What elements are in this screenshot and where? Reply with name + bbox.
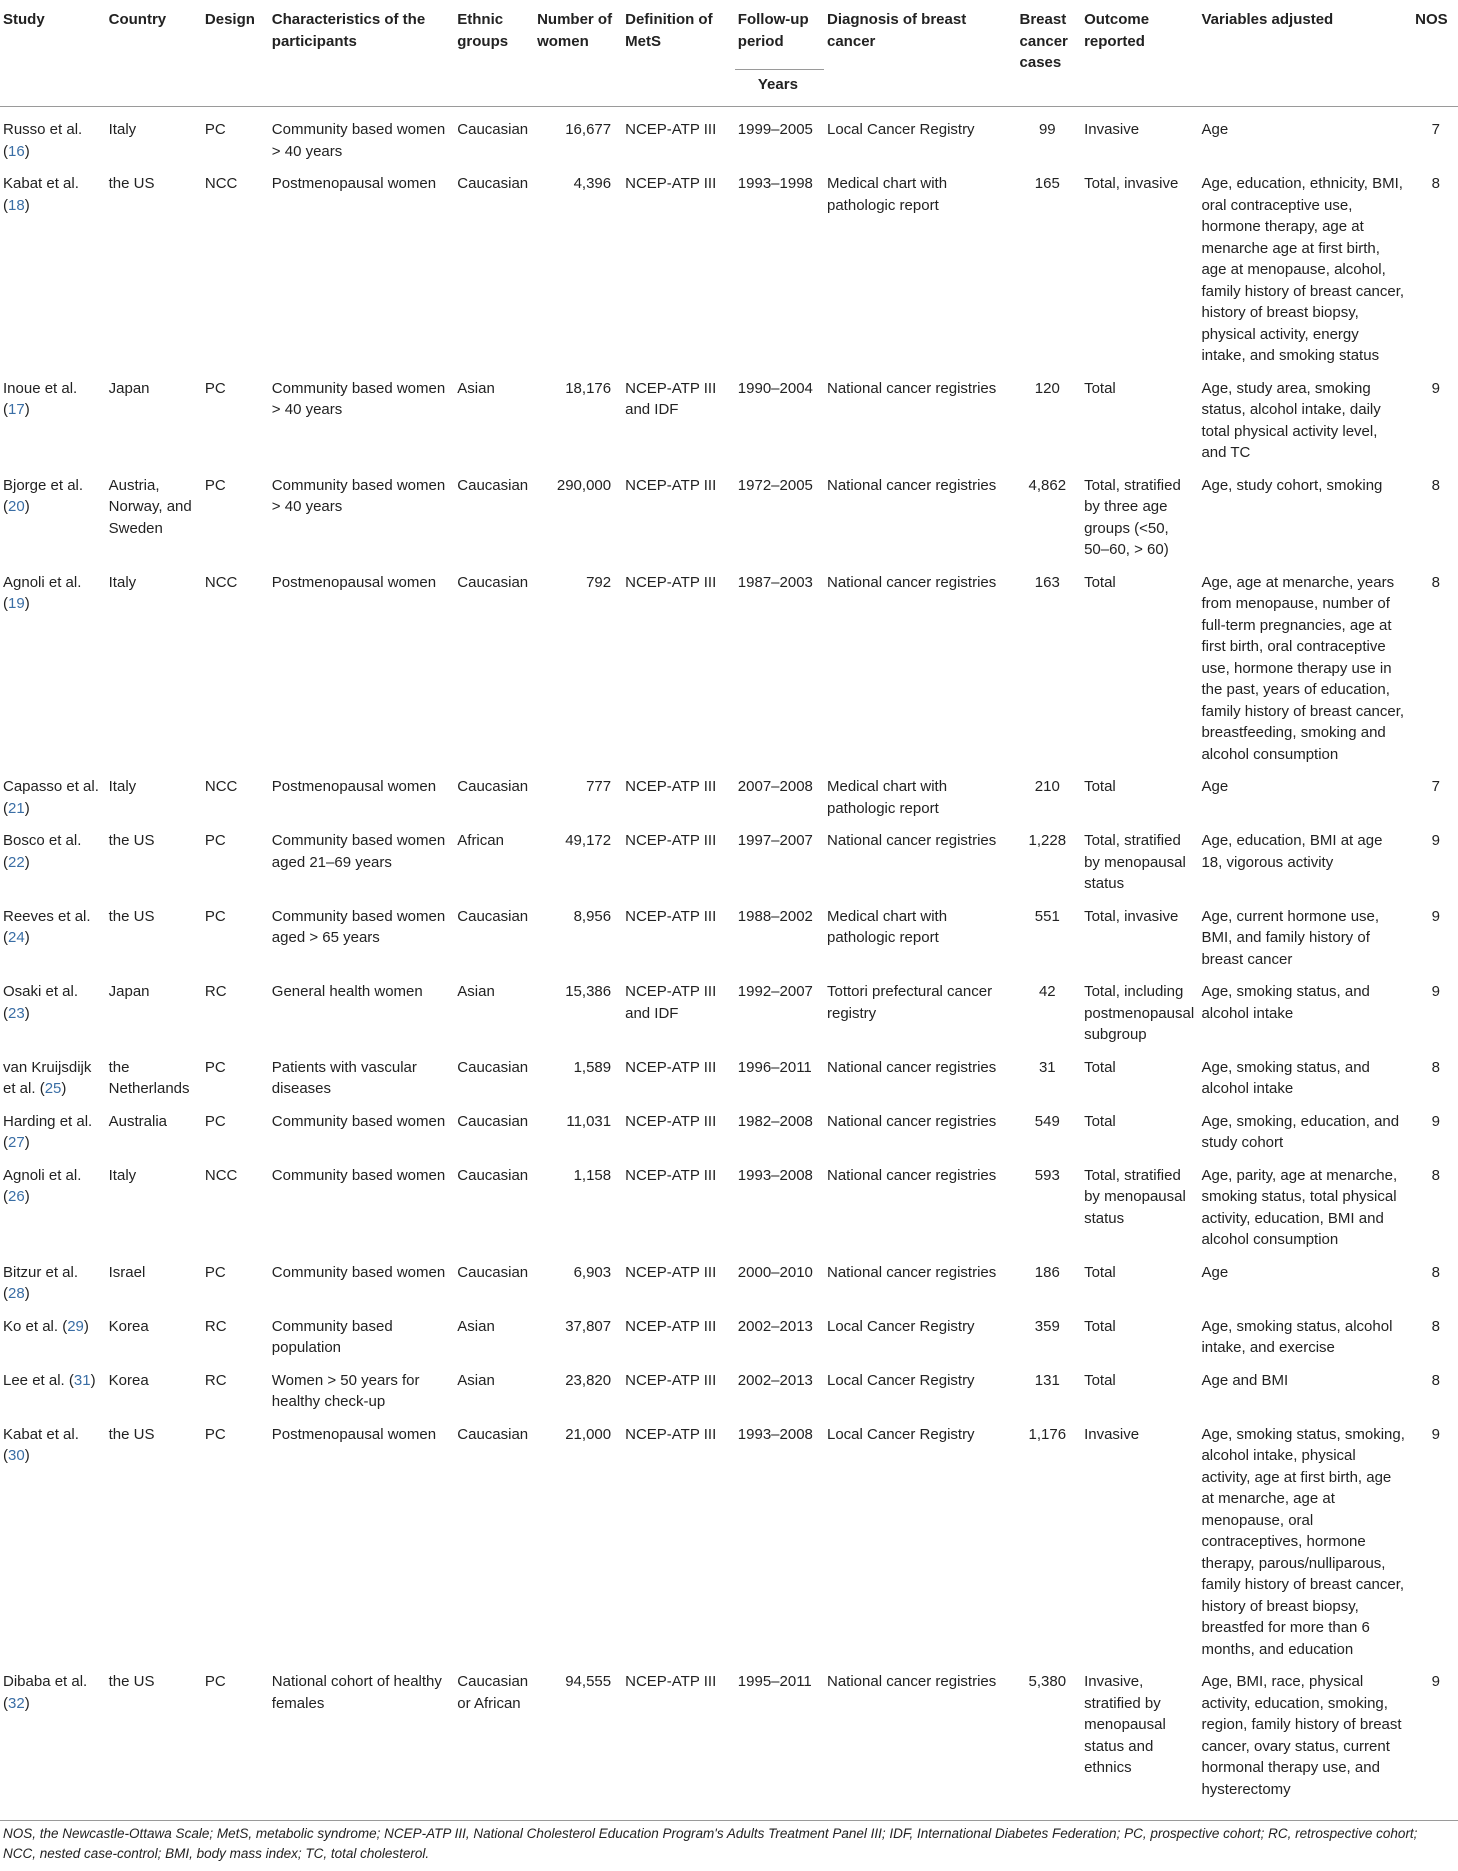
reference-link[interactable]: 25 — [44, 1080, 62, 1097]
cell-country: Austria, Norway, and Sweden — [108, 476, 192, 537]
table-row — [0, 768, 1458, 822]
cell-outcome-reported: Total — [1084, 379, 1116, 397]
cell-characteristics: Community based women — [271, 1263, 446, 1281]
cell-follow-up-period: 1972–2005 — [737, 476, 813, 494]
cell-study: Inoue et al. (17) — [3, 379, 78, 418]
cell-country: Israel — [108, 1263, 146, 1281]
reference-link[interactable]: 30 — [8, 1447, 25, 1464]
cell-study: Agnoli et al. (19) — [3, 573, 82, 612]
cell-ethnic-groups: Caucasian — [457, 778, 529, 795]
table-row — [0, 1416, 1458, 1664]
cell-outcome-reported: Invasive — [1084, 1425, 1140, 1443]
table-row — [0, 165, 1458, 370]
cell-follow-up-period: 1993–2008 — [737, 1425, 813, 1443]
cell-variables-adjusted: Age, smoking status, and alcohol intake — [1201, 1058, 1370, 1097]
cell-design: PC — [204, 832, 226, 849]
cell-outcome-reported: Total — [1084, 1371, 1116, 1389]
table-row — [0, 898, 1458, 974]
header-design: Design — [204, 11, 255, 28]
cell-study: Lee et al. (31) — [3, 1371, 96, 1389]
cell-ethnic-groups: Caucasian — [457, 121, 529, 138]
table-row — [0, 564, 1458, 769]
cell-nos: 7 — [1431, 778, 1440, 795]
cell-variables-adjusted: Age, age at menarche, years from menopause, number of full-term pregnancies, age at first birth, oral contraceptive use, hormone therapy use in the past, years of education, family history of breast cancer, breastfeeding, smoking and alcohol consumption — [1201, 573, 1405, 763]
cell-outcome-reported: Total — [1084, 1112, 1116, 1130]
cell-country: the US — [108, 907, 155, 925]
cell-breast-cancer-cases: 131 — [1034, 1371, 1060, 1389]
cell-follow-up-period: 1987–2003 — [737, 573, 813, 591]
cell-variables-adjusted: Age, current hormone use, BMI, and family history of breast cancer — [1201, 907, 1380, 968]
cell-nos: 8 — [1431, 1371, 1440, 1389]
cell-number-of-women: 11,031 — [566, 1112, 612, 1130]
cell-study: Harding et al. (27) — [3, 1112, 93, 1151]
header-diagnosis: Diagnosis of breast cancer — [827, 11, 967, 50]
cell-nos: 9 — [1431, 907, 1440, 925]
header-country: Country — [108, 11, 167, 28]
cell-variables-adjusted: Age, education, ethnicity, BMI, oral contraceptive use, hormone therapy, age at menarche age at first birth, age at menopause, alcohol, family history of breast cancer, history of breast biopsy, physical activity, energy intake, and smoking status — [1201, 175, 1405, 364]
cell-follow-up-period: 1982–2008 — [737, 1112, 813, 1130]
cell-design: RC — [204, 983, 227, 1000]
cell-study: Bitzur et al. (28) — [3, 1263, 79, 1302]
cell-characteristics: Women > 50 years for healthy check-up — [271, 1371, 420, 1410]
cell-ethnic-groups: Caucasian — [457, 175, 529, 192]
header-ethnic-groups: Ethnic groups — [457, 11, 509, 50]
cell-diagnosis: Local Cancer Registry — [827, 1371, 975, 1389]
cell-breast-cancer-cases: 549 — [1034, 1112, 1060, 1130]
cell-diagnosis: Medical chart with pathologic report — [827, 778, 948, 817]
study-author: Bosco et al. — [3, 832, 82, 849]
reference-link[interactable]: 31 — [73, 1371, 91, 1389]
cell-breast-cancer-cases: 99 — [1038, 121, 1056, 138]
table-row — [0, 370, 1458, 467]
cell-outcome-reported: Total, invasive — [1084, 907, 1179, 925]
cell-number-of-women: 290,000 — [556, 476, 612, 494]
cell-variables-adjusted: Age, smoking, education, and study cohort — [1201, 1112, 1400, 1151]
table-header-row — [0, 0, 1458, 70]
cell-country: Australia — [108, 1112, 167, 1130]
cell-breast-cancer-cases: 593 — [1034, 1166, 1060, 1184]
cell-definition-of-mets: NCEP-ATP III — [625, 778, 717, 795]
cell-variables-adjusted: Age, education, BMI at age 18, vigorous activity — [1201, 832, 1383, 871]
cell-nos: 8 — [1431, 573, 1440, 591]
table-footnote: NOS, the Newcastle-Ottawa Scale; MetS, metabolic syndrome; NCEP-ATP III, National Cholesterol Education Program's Adults Treatment Panel III; IDF, International Diabetes Federation; PC, prospective cohort; RC, retrospective cohort; NCC, nested case-control; BMI, body mass index; TC, total cholesterol. — [3, 1826, 1418, 1861]
cell-ethnic-groups: Caucasian — [457, 573, 529, 591]
cell-outcome-reported: Invasive — [1084, 121, 1140, 138]
cell-study: Kabat et al. (30) — [3, 1425, 79, 1464]
cell-diagnosis: Local Cancer Registry — [827, 121, 975, 138]
table-row — [0, 1308, 1458, 1362]
reference-link[interactable]: 23 — [8, 1004, 25, 1022]
cell-follow-up-period: 1990–2004 — [737, 379, 813, 397]
cell-diagnosis: National cancer registries — [827, 573, 997, 591]
cell-number-of-women: 1,589 — [573, 1058, 612, 1076]
cell-definition-of-mets: NCEP-ATP III — [625, 1673, 717, 1690]
header-characteristics: Characteristics of the participants — [271, 11, 426, 50]
study-author: Inoue et al. — [3, 379, 78, 397]
cell-ethnic-groups: Caucasian — [457, 907, 529, 925]
cell-country: Japan — [108, 983, 150, 1000]
table-row — [0, 1049, 1458, 1103]
header-follow-up-period: Follow-up period — [737, 11, 809, 50]
cell-characteristics: Postmenopausal women — [271, 573, 437, 591]
cell-ethnic-groups: Caucasian — [457, 1058, 529, 1076]
study-author: Harding et al. — [3, 1112, 93, 1130]
study-author: Kabat et al. — [3, 1425, 79, 1443]
cell-nos: 8 — [1431, 1263, 1440, 1281]
cell-definition-of-mets: NCEP-ATP III — [625, 907, 717, 925]
cell-nos: 8 — [1431, 1317, 1440, 1335]
header-variables-adjusted: Variables adjusted — [1201, 11, 1334, 28]
table-row — [0, 1362, 1458, 1416]
table-body — [0, 107, 1458, 1821]
cell-country: the US — [108, 1425, 155, 1443]
cell-study: Reeves et al. (24) — [3, 907, 91, 946]
cell-breast-cancer-cases: 359 — [1034, 1317, 1060, 1335]
cell-design: PC — [204, 476, 226, 494]
study-author: van Kruijsdijk et al. — [3, 1058, 92, 1097]
cell-characteristics: Community based women > 40 years — [271, 379, 446, 418]
cell-characteristics: Community based women > 40 years — [271, 476, 446, 515]
cell-ethnic-groups: Caucasian — [457, 1263, 529, 1281]
cell-ethnic-groups: Asian — [457, 1317, 495, 1335]
cell-ethnic-groups: Caucasian or African — [457, 1673, 529, 1712]
cell-characteristics: Community based women aged > 65 years — [271, 907, 446, 946]
cell-definition-of-mets: NCEP-ATP III — [625, 1317, 717, 1335]
cell-diagnosis: Medical chart with pathologic report — [827, 175, 948, 214]
cell-nos: 9 — [1431, 1425, 1440, 1443]
cell-breast-cancer-cases: 1,228 — [1028, 832, 1067, 849]
reference-link[interactable]: 18 — [8, 196, 25, 214]
cell-variables-adjusted: Age, smoking status, alcohol intake, and exercise — [1201, 1317, 1393, 1356]
cell-follow-up-period: 1993–1998 — [737, 175, 813, 192]
study-author: Reeves et al. — [3, 907, 91, 925]
reference-link[interactable]: 27 — [8, 1134, 25, 1151]
cell-outcome-reported: Total — [1084, 1317, 1116, 1335]
cell-follow-up-period: 2000–2010 — [737, 1263, 813, 1281]
cell-country: the US — [108, 832, 155, 849]
cell-follow-up-period: 1997–2007 — [737, 832, 813, 849]
cell-study: Osaki et al. (23) — [3, 983, 79, 1022]
cell-breast-cancer-cases: 1,176 — [1028, 1425, 1067, 1443]
cell-definition-of-mets: NCEP-ATP III — [625, 832, 717, 849]
reference-link[interactable]: 21 — [8, 799, 25, 817]
cell-definition-of-mets: NCEP-ATP III — [625, 1263, 717, 1281]
cell-breast-cancer-cases: 42 — [1038, 983, 1056, 1000]
cell-diagnosis: National cancer registries — [827, 1673, 997, 1690]
cell-study: Capasso et al. (21) — [3, 778, 99, 817]
reference-link[interactable]: 19 — [8, 595, 25, 612]
cell-characteristics: Community based women — [271, 1112, 446, 1130]
table-row — [0, 1157, 1458, 1254]
reference-link[interactable]: 26 — [8, 1188, 25, 1205]
cell-definition-of-mets: NCEP-ATP III — [625, 1058, 717, 1076]
cell-variables-adjusted: Age, smoking status, smoking, alcohol intake, physical activity, age at first birth, age at menarche, age at menopause, oral contraceptives, hormone therapy, parous/nulliparous, family history of breast cancer, history of breast biopsy, breastfed for more than 6 months, and education — [1201, 1425, 1405, 1658]
cell-diagnosis: National cancer registries — [827, 476, 997, 494]
cell-variables-adjusted: Age, parity, age at menarche, smoking status, total physical activity, education, BMI and alcohol consumption — [1201, 1166, 1398, 1248]
cell-country: Korea — [108, 1317, 149, 1335]
study-author: Bjorge et al. — [3, 476, 84, 494]
study-author: Lee et al. — [3, 1371, 65, 1389]
cell-definition-of-mets: NCEP-ATP III — [625, 1112, 717, 1130]
cell-characteristics: Postmenopausal women — [271, 175, 437, 192]
reference-link[interactable]: 20 — [8, 498, 25, 515]
cell-ethnic-groups: Caucasian — [457, 1112, 529, 1130]
cell-nos: 8 — [1431, 1166, 1440, 1184]
cell-follow-up-period: 2002–2013 — [737, 1317, 813, 1335]
cell-number-of-women: 1,158 — [573, 1166, 612, 1184]
cell-country: Italy — [108, 121, 137, 138]
cell-definition-of-mets: NCEP-ATP III — [625, 1166, 717, 1184]
cell-diagnosis: National cancer registries — [827, 1112, 997, 1130]
cell-number-of-women: 15,386 — [565, 983, 612, 1000]
cell-breast-cancer-cases: 163 — [1034, 573, 1060, 591]
cell-design: PC — [204, 1112, 226, 1130]
cell-follow-up-period: 1993–2008 — [737, 1166, 813, 1184]
cell-nos: 9 — [1431, 832, 1440, 849]
study-author: Bitzur et al. — [3, 1263, 79, 1281]
cell-breast-cancer-cases: 165 — [1034, 175, 1060, 192]
cell-diagnosis: Local Cancer Registry — [827, 1317, 975, 1335]
table-row — [0, 822, 1458, 898]
header-nos: NOS — [1415, 11, 1448, 28]
cell-design: PC — [204, 1425, 226, 1443]
cell-number-of-women: 777 — [586, 778, 612, 795]
cell-design: RC — [204, 1317, 227, 1335]
cell-number-of-women: 21,000 — [565, 1425, 612, 1443]
cell-nos: 7 — [1431, 121, 1440, 138]
table-row — [0, 1103, 1458, 1157]
cell-nos: 8 — [1431, 1058, 1440, 1076]
cell-outcome-reported: Total, including postmenopausal subgroup — [1084, 983, 1195, 1043]
cell-outcome-reported: Total, stratified by menopausal status — [1084, 1166, 1186, 1227]
cell-characteristics: Patients with vascular diseases — [271, 1058, 417, 1097]
header-years: Years — [735, 70, 824, 107]
cell-design: NCC — [204, 175, 238, 192]
cell-outcome-reported: Total — [1084, 778, 1116, 795]
cell-diagnosis: National cancer registries — [827, 1058, 997, 1076]
cell-study: Kabat et al. (18) — [3, 175, 79, 214]
cell-nos: 9 — [1431, 1673, 1440, 1690]
table-row — [0, 107, 1458, 166]
reference-link[interactable]: 17 — [8, 401, 25, 418]
cell-variables-adjusted: Age — [1201, 778, 1229, 795]
cell-variables-adjusted: Age, smoking status, and alcohol intake — [1201, 983, 1370, 1022]
reference-link[interactable]: 22 — [8, 853, 25, 871]
cell-country: the US — [108, 1673, 155, 1690]
cell-design: PC — [204, 1263, 226, 1281]
cell-nos: 8 — [1431, 476, 1440, 494]
cell-characteristics: Community based women — [271, 1166, 446, 1184]
study-author: Capasso et al. — [3, 778, 99, 795]
study-author: Osaki et al. — [3, 983, 79, 1000]
cell-ethnic-groups: Asian — [457, 983, 495, 1000]
cell-follow-up-period: 2002–2013 — [737, 1371, 813, 1389]
cell-study: Russo et al. (16) — [3, 121, 83, 160]
cell-country: the US — [108, 175, 155, 192]
cell-country: Italy — [108, 573, 137, 591]
cell-study: Bosco et al. (22) — [3, 832, 82, 871]
cell-characteristics: National cohort of healthy females — [271, 1673, 442, 1712]
cell-number-of-women: 4,396 — [573, 175, 612, 192]
cell-country: Japan — [108, 379, 150, 397]
cell-outcome-reported: Total, invasive — [1084, 175, 1179, 192]
cell-number-of-women: 37,807 — [565, 1317, 612, 1335]
header-definition-of-mets: Definition of MetS — [625, 11, 713, 50]
cell-definition-of-mets: NCEP-ATP III and IDF — [625, 983, 717, 1022]
cell-follow-up-period: 1996–2011 — [737, 1058, 812, 1076]
cell-definition-of-mets: NCEP-ATP III — [625, 573, 717, 591]
cell-characteristics: Postmenopausal women — [271, 778, 437, 795]
cell-number-of-women: 8,956 — [573, 907, 612, 925]
cell-number-of-women: 94,555 — [565, 1673, 612, 1690]
header-study: Study — [3, 11, 45, 28]
cell-design: PC — [204, 379, 226, 397]
cell-nos: 8 — [1431, 175, 1440, 192]
cell-country: Korea — [108, 1371, 149, 1389]
reference-link[interactable]: 16 — [8, 142, 25, 160]
header-breast-cancer-cases: Breast cancer cases — [1019, 11, 1068, 71]
cell-variables-adjusted: Age, study area, smoking status, alcohol intake, daily total physical activity level, and TC — [1201, 379, 1381, 461]
cell-country: Italy — [108, 778, 137, 795]
cell-design: PC — [204, 1058, 226, 1076]
cell-characteristics: Community based women aged 21–69 years — [271, 832, 446, 871]
cell-breast-cancer-cases: 31 — [1038, 1058, 1056, 1076]
cell-breast-cancer-cases: 186 — [1034, 1263, 1060, 1281]
cell-breast-cancer-cases: 551 — [1034, 907, 1060, 925]
reference-link[interactable]: 28 — [8, 1285, 25, 1302]
cell-definition-of-mets: NCEP-ATP III — [625, 121, 717, 138]
reference-link[interactable]: 24 — [8, 929, 25, 946]
cell-breast-cancer-cases: 5,380 — [1028, 1673, 1067, 1690]
cell-characteristics: Postmenopausal women — [271, 1425, 437, 1443]
cell-study: Bjorge et al. (20) — [3, 476, 84, 515]
cell-country: the Netherlands — [108, 1058, 190, 1097]
cell-design: RC — [204, 1371, 227, 1389]
cell-variables-adjusted: Age — [1201, 121, 1229, 138]
cell-ethnic-groups: Caucasian — [457, 1166, 529, 1184]
study-author: Russo et al. — [3, 121, 83, 138]
cell-diagnosis: Local Cancer Registry — [827, 1425, 975, 1443]
study-author: Agnoli et al. — [3, 573, 82, 591]
cell-country: Italy — [108, 1166, 137, 1184]
cell-breast-cancer-cases: 210 — [1034, 778, 1060, 795]
cell-diagnosis: National cancer registries — [827, 1263, 997, 1281]
cell-outcome-reported: Total — [1084, 1263, 1116, 1281]
cell-definition-of-mets: NCEP-ATP III and IDF — [625, 379, 717, 418]
cell-diagnosis: Medical chart with pathologic report — [827, 907, 948, 946]
cell-number-of-women: 16,677 — [565, 121, 612, 138]
cell-diagnosis: National cancer registries — [827, 832, 997, 849]
cell-number-of-women: 6,903 — [573, 1263, 612, 1281]
cell-design: NCC — [204, 573, 238, 591]
cell-number-of-women: 49,172 — [565, 832, 612, 849]
cell-outcome-reported: Total — [1084, 573, 1116, 591]
cell-design: PC — [204, 121, 226, 138]
cell-characteristics: Community based population — [271, 1317, 393, 1356]
study-author: Agnoli et al. — [3, 1166, 82, 1184]
cell-study: Ko et al. (29) — [3, 1317, 89, 1335]
cell-design: PC — [204, 907, 226, 925]
cell-characteristics: Community based women > 40 years — [271, 121, 446, 160]
cell-study: Agnoli et al. (26) — [3, 1166, 82, 1205]
cell-design: NCC — [204, 1166, 238, 1184]
cell-outcome-reported: Total, stratified by menopausal status — [1084, 832, 1186, 892]
cell-study: van Kruijsdijk et al. (25) — [3, 1058, 92, 1097]
header-number-of-women: Number of women — [537, 11, 613, 50]
cell-outcome-reported: Total — [1084, 1058, 1116, 1076]
cell-ethnic-groups: Asian — [457, 379, 495, 397]
cell-ethnic-groups: Caucasian — [457, 476, 529, 494]
table-row — [0, 1663, 1458, 1821]
cell-variables-adjusted: Age and BMI — [1201, 1371, 1289, 1389]
cell-ethnic-groups: Caucasian — [457, 1425, 529, 1443]
table-row — [0, 467, 1458, 564]
study-author: Ko et al. — [3, 1317, 59, 1335]
cell-outcome-reported: Total, stratified by three age groups (<50, 50–60, > 60) — [1084, 476, 1181, 558]
cell-nos: 9 — [1431, 379, 1440, 397]
header-outcome-reported: Outcome reported — [1084, 11, 1150, 50]
cell-variables-adjusted: Age, study cohort, smoking — [1201, 476, 1383, 494]
cell-ethnic-groups: African — [457, 832, 504, 849]
cell-number-of-women: 792 — [586, 573, 612, 591]
reference-link[interactable]: 32 — [8, 1694, 25, 1712]
cell-definition-of-mets: NCEP-ATP III — [625, 476, 717, 494]
cell-variables-adjusted: Age, BMI, race, physical activity, education, smoking, region, family history of breast cancer, ovary status, current hormonal therapy use, and hysterectomy — [1201, 1673, 1402, 1798]
table-row — [0, 973, 1458, 1049]
cell-follow-up-period: 1992–2007 — [737, 983, 813, 1000]
cell-ethnic-groups: Asian — [457, 1371, 495, 1389]
table-row — [0, 1254, 1458, 1308]
cell-definition-of-mets: NCEP-ATP III — [625, 1425, 717, 1443]
cell-follow-up-period: 2007–2008 — [737, 778, 813, 795]
cell-outcome-reported: Invasive, stratified by menopausal status and ethnics — [1084, 1673, 1166, 1776]
cell-nos: 9 — [1431, 1112, 1440, 1130]
cell-characteristics: General health women — [271, 983, 423, 1000]
cell-definition-of-mets: NCEP-ATP III — [625, 1371, 717, 1389]
cell-follow-up-period: 1988–2002 — [737, 907, 813, 925]
cell-number-of-women: 18,176 — [565, 379, 612, 397]
cell-follow-up-period: 1995–2011 — [737, 1673, 812, 1690]
study-author: Kabat et al. — [3, 175, 79, 192]
cell-follow-up-period: 1999–2005 — [737, 121, 813, 138]
cell-diagnosis: National cancer registries — [827, 1166, 997, 1184]
cell-study: Dibaba et al. (32) — [3, 1673, 88, 1712]
study-author: Dibaba et al. — [3, 1673, 88, 1690]
reference-link[interactable]: 29 — [67, 1317, 84, 1335]
cell-diagnosis: National cancer registries — [827, 379, 997, 397]
cell-breast-cancer-cases: 120 — [1034, 379, 1060, 397]
cell-definition-of-mets: NCEP-ATP III — [625, 175, 717, 192]
cell-nos: 9 — [1431, 983, 1440, 1000]
cell-variables-adjusted: Age — [1201, 1263, 1229, 1281]
cell-diagnosis: Tottori prefectural cancer registry — [827, 983, 993, 1022]
cell-design: NCC — [204, 778, 238, 795]
cell-breast-cancer-cases: 4,862 — [1028, 476, 1067, 494]
cell-design: PC — [204, 1673, 226, 1690]
cell-number-of-women: 23,820 — [565, 1371, 612, 1389]
